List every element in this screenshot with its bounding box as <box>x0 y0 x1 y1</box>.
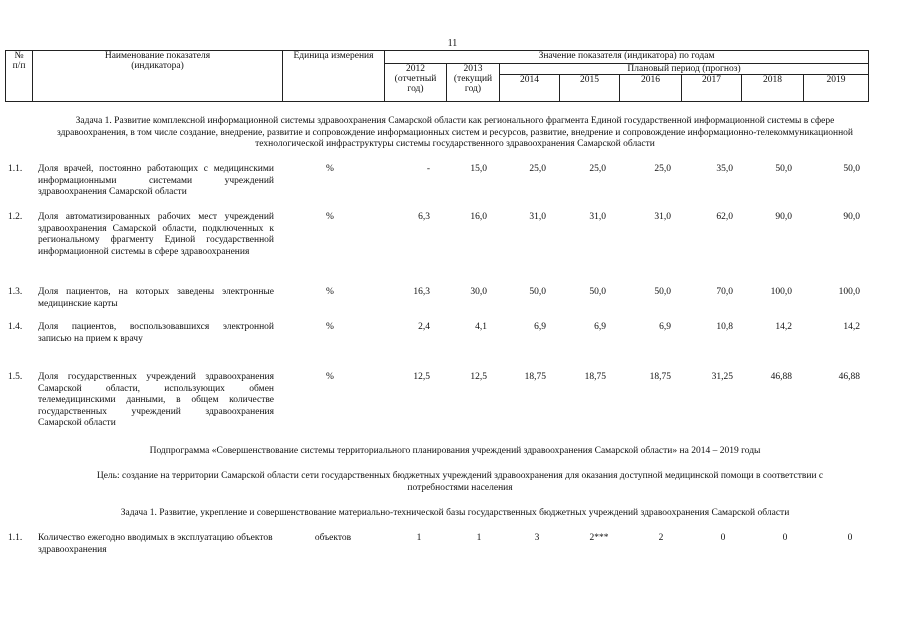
row-value: 46,88 <box>770 372 792 382</box>
row-name: Доля пациентов, воспользовавшихся электронной записью на прием к врачу <box>38 322 274 344</box>
row-value: 18,75 <box>584 372 606 382</box>
row-value: 2*** <box>589 533 609 543</box>
row-value: 50,0 <box>775 164 792 174</box>
row-value: 16,3 <box>413 287 430 297</box>
row-number: 1.2. <box>8 212 23 222</box>
row-value: 6,9 <box>659 322 671 332</box>
row-number: 1.3. <box>8 287 23 297</box>
row-value: 6,9 <box>594 322 606 332</box>
col-year-header: 2018 <box>742 75 804 102</box>
row-number: 1.5. <box>8 372 23 382</box>
row-value: 31,25 <box>711 372 733 382</box>
row-value: - <box>426 164 430 174</box>
page-number: 11 <box>447 38 458 49</box>
row-value: 4,1 <box>475 322 487 332</box>
col-year-header: 2017 <box>682 75 742 102</box>
row-name: Доля автоматизированных рабочих мест учреждений здравоохранения Самарской области, подключенных к региональному фрагменту Единой государственной информационной системы в сфере здравоохранения <box>38 212 274 257</box>
row-unit: % <box>326 164 334 174</box>
row-unit: объектов <box>314 533 352 543</box>
row-value: 14,2 <box>775 322 792 332</box>
row-unit: % <box>326 322 334 332</box>
subprogram-title: Подпрограмма «Совершенствование системы территориального планирования учреждений здравоохранения Самарской области» на 2014 – 2019 годы <box>149 446 761 456</box>
col-2013-header: 2013 (текущий год) <box>447 64 500 102</box>
row-value: 25,0 <box>529 164 546 174</box>
row-value: 25,0 <box>654 164 671 174</box>
row-value: 50,0 <box>589 287 606 297</box>
col-year-header: 2019 <box>804 75 869 102</box>
row-value: 46,88 <box>838 372 860 382</box>
row-number: 1.1. <box>8 533 23 543</box>
row-value: 16,0 <box>470 212 487 222</box>
col-2012-header: 2012 (отчетный год) <box>385 64 447 102</box>
row-value: 1 <box>416 533 422 543</box>
row-value: 100,0 <box>770 287 792 297</box>
row-value: 50,0 <box>654 287 671 297</box>
row-value: 10,8 <box>716 322 733 332</box>
row-value: 2 <box>658 533 664 543</box>
row-value: 12,5 <box>470 372 487 382</box>
row-value: 50,0 <box>529 287 546 297</box>
col-year-header: 2014 <box>500 75 560 102</box>
row-value: 0 <box>847 533 853 543</box>
row-unit: % <box>326 287 334 297</box>
row-value: 0 <box>782 533 788 543</box>
row-name: Количество ежегодно вводимых в эксплуатацию объектов здравоохранения <box>38 533 273 555</box>
row-value: 0 <box>720 533 726 543</box>
col-year-header: 2015 <box>560 75 620 102</box>
row-value: 6,3 <box>418 212 430 222</box>
row-unit: % <box>326 212 334 222</box>
row-value: 3 <box>534 533 540 543</box>
task1-title: Задача 1. Развитие комплексной информационной системы здравоохранения Самарской области как регионального фрагмента Единой государственной информационной системы в сфере здравоохранения, в том числе создание, внедрение, развитие и сопровождение информационных систем и ресурсов, развитие, внедрение и сопровождение информационно-телекоммуникационной технологической инфраструктуры системы государственного здравоохранения Самарской области <box>57 116 853 149</box>
row-name: Доля государственных учреждений здравоохранения Самарской области, использующих обмен телемедицинскими данными, в общем количестве государственных учреждений здравоохранения Самарской области <box>38 372 274 428</box>
row-value: 90,0 <box>843 212 860 222</box>
row-value: 31,0 <box>589 212 606 222</box>
row-value: 18,75 <box>649 372 671 382</box>
row-value: 90,0 <box>775 212 792 222</box>
row-value: 14,2 <box>843 322 860 332</box>
row-value: 12,5 <box>413 372 430 382</box>
row-value: 18,75 <box>524 372 546 382</box>
task1b-title: Задача 1. Развитие, укрепление и совершенствование материально-технической базы государственных бюджетных учреждений здравоохранения Самарской области <box>120 508 790 518</box>
row-value: 1 <box>476 533 482 543</box>
row-value: 31,0 <box>529 212 546 222</box>
indicator-table-header <box>5 50 869 102</box>
col-num-header: № п/п <box>6 51 33 102</box>
row-name: Доля пациентов, на которых заведены электронные медицинские карты <box>38 287 274 309</box>
col-name-header: Наименование показателя (индикатора) <box>33 51 283 102</box>
row-value: 6,9 <box>534 322 546 332</box>
row-value: 35,0 <box>716 164 733 174</box>
col-values-header: Значение показателя (индикатора) по годам <box>385 51 869 64</box>
row-value: 100,0 <box>838 287 860 297</box>
row-value: 15,0 <box>470 164 487 174</box>
col-planned-header: Плановый период (прогноз) <box>500 64 869 75</box>
row-number: 1.1. <box>8 164 23 174</box>
row-value: 50,0 <box>843 164 860 174</box>
col-unit-header: Единица измерения <box>283 51 385 102</box>
row-value: 31,0 <box>654 212 671 222</box>
row-value: 62,0 <box>716 212 733 222</box>
goal-title: Цель: создание на территории Самарской области сети государственных бюджетных учреждений здравоохранения для оказания доступной медицинской помощи в соответствии с потребностями населения <box>96 471 824 493</box>
row-value: 30,0 <box>470 287 487 297</box>
row-value: 25,0 <box>589 164 606 174</box>
row-number: 1.4. <box>8 322 23 332</box>
row-value: 70,0 <box>716 287 733 297</box>
row-value: 2,4 <box>418 322 430 332</box>
row-name: Доля врачей, постоянно работающих с медицинскими информационными системами учреждений здравоохранения Самарской области <box>38 164 274 197</box>
col-year-header: 2016 <box>620 75 682 102</box>
row-unit: % <box>326 372 334 382</box>
